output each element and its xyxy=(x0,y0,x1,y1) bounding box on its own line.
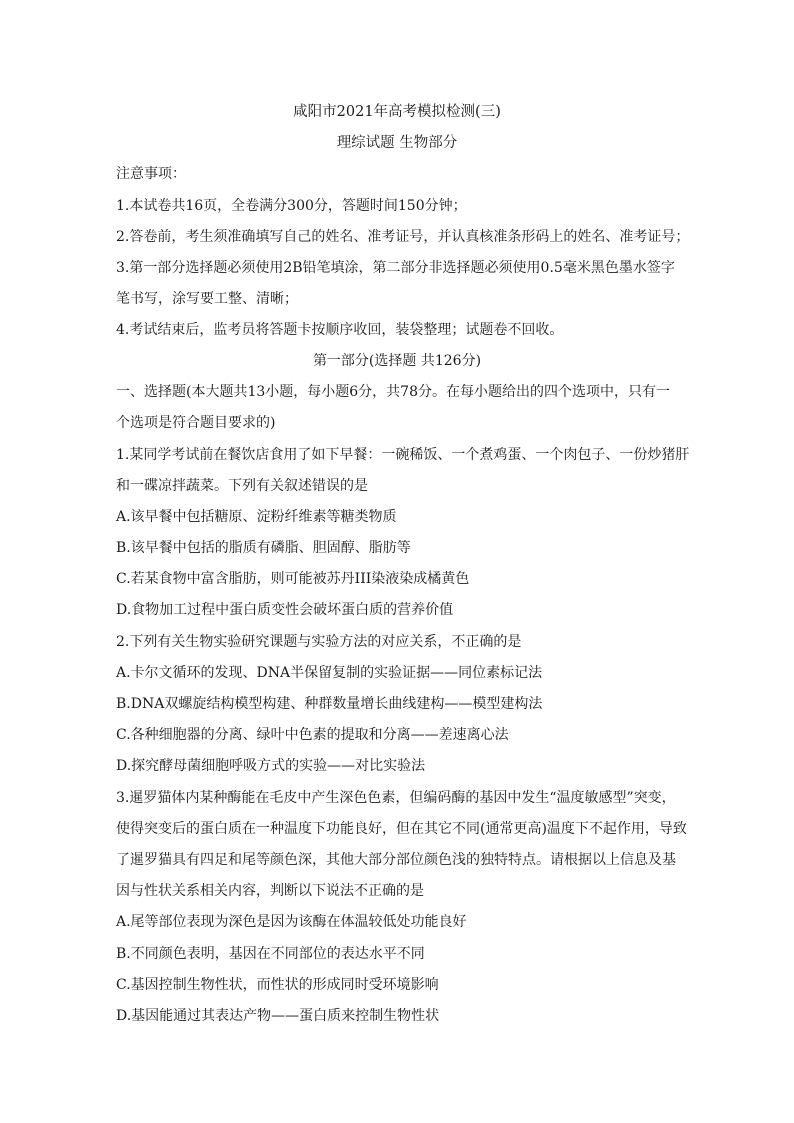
question-2-option-c: C.各种细胞器的分离、绿叶中色素的提取和分离——差速离心法 xyxy=(116,727,509,743)
notice-item: 笔书写，涂写要工整、清晰； xyxy=(116,291,298,307)
notice-item: 4.考试结束后，监考员将答题卡按顺序收回，装袋整理；试题卷不回收。 xyxy=(116,322,564,338)
question-3-option-d: D.基因能通过其表达产物——蛋白质来控制生物性状 xyxy=(116,1008,440,1024)
question-3-option-b: B.不同颜色表明，基因在不同部位的表达水平不同 xyxy=(116,946,425,962)
question-1-option-c: C.若某食物中富含脂肪，则可能被苏丹III染液染成橘黄色 xyxy=(116,571,470,587)
exam-subtitle: 理综试题 生物部分 xyxy=(336,135,458,151)
question-2-stem: 2.下列有关生物实验研究课题与实验方法的对应关系，不正确的是 xyxy=(116,634,522,650)
question-3-stem: 因与性状关系相关内容，判断以下说法不正确的是 xyxy=(116,883,424,899)
question-1-option-d: D.食物加工过程中蛋白质变性会破坏蛋白质的营养价值 xyxy=(116,602,454,618)
question-3-option-a: A.尾等部位表现为深色是因为该酶在体温较低处功能良好 xyxy=(116,914,467,930)
question-3-stem: 使得突变后的蛋白质在一种温度下功能良好，但在其它不同(通常更高)温度下不起作用，导致 xyxy=(116,821,687,837)
question-1-stem: 1.某同学考试前在餐饮店食用了如下早餐：一碗稀饭、一个煮鸡蛋、一个肉包子、一份炒猪肝 xyxy=(116,447,690,463)
question-2-option-b: B.DNA双螺旋结构模型构建、种群数量增长曲线建构——模型建构法 xyxy=(116,696,543,712)
question-1-option-b: B.该早餐中包括的脂质有磷脂、胆固醇、脂肪等 xyxy=(116,540,411,556)
section-instructions: 一、选择题(本大题共13小题，每小题6分，共78分。在每小题给出的四个选项中，只有一 xyxy=(116,384,670,400)
notice-item: 2.答卷前，考生须准确填写自己的姓名、准考证号，并认真核准条形码上的姓名、准考证号； xyxy=(116,229,690,245)
notice-heading: 注意事项： xyxy=(116,166,186,182)
question-1-stem: 和一碟凉拌蔬菜。下列有关叙述错误的是 xyxy=(116,478,368,494)
question-2-option-d: D.探究酵母菌细胞呼吸方式的实验——对比实验法 xyxy=(116,758,426,774)
question-3-stem: 3.暹罗猫体内某种酶能在毛皮中产生深色色素，但编码酶的基因中发生“温度敏感型”突变， xyxy=(116,790,676,806)
question-3-stem: 了暹罗猫具有四足和尾等颜色深，其他大部分部位颜色浅的独特特点。请根据以上信息及基 xyxy=(116,852,676,868)
notice-item: 1.本试卷共16页，全卷满分300分，答题时间150分钟； xyxy=(116,198,467,214)
question-2-option-a: A.卡尔文循环的发现、DNA半保留复制的实验证据——同位素标记法 xyxy=(116,665,543,681)
question-1-option-a: A.该早餐中包括糖原、淀粉纤维素等糖类物质 xyxy=(116,509,397,525)
question-3-option-c: C.基因控制生物性状，而性状的形成同时受环境影响 xyxy=(116,977,439,993)
part1-title: 第一部分(选择题 共126分) xyxy=(312,353,482,369)
section-instructions: 个选项是符合题目要求的) xyxy=(116,415,276,431)
exam-title: 咸阳市2021年高考模拟检测(三) xyxy=(293,104,501,120)
notice-item: 3.第一部分选择题必须使用2B铅笔填涂，第二部分非选择题必须使用0.5毫米黑色墨水签字 xyxy=(116,260,675,276)
